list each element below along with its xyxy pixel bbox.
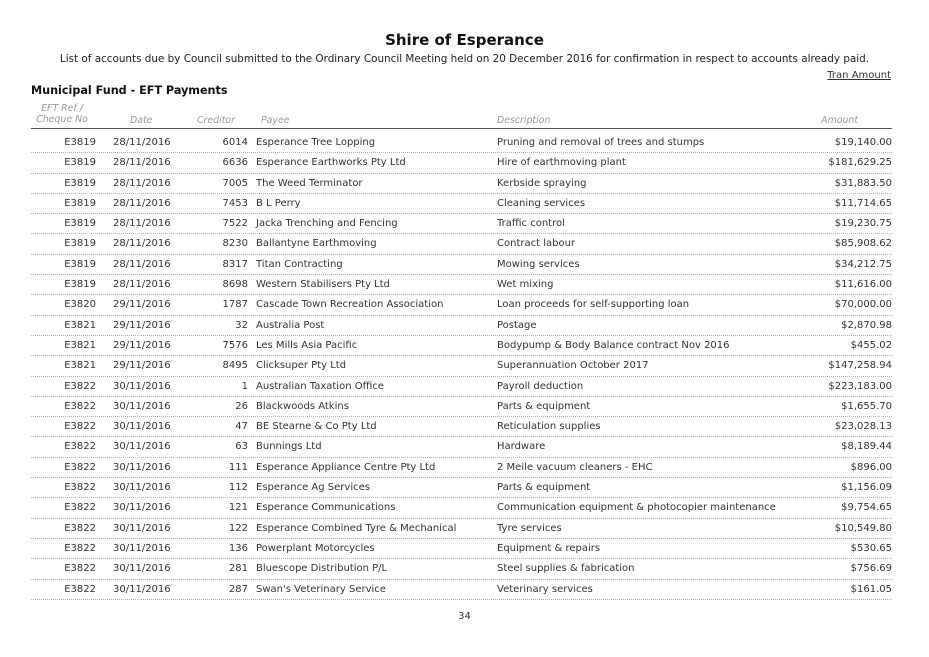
column-header-eft-ref-line2: Cheque No [36, 114, 88, 125]
cell-ref: E3822 [64, 482, 96, 494]
cell-description: Parts & equipment [497, 400, 591, 412]
table-row [31, 174, 892, 194]
cell-payee: BE Stearne & Co Pty Ltd [256, 421, 377, 433]
column-header-eft-ref [31, 103, 93, 125]
table-row [31, 356, 892, 376]
cell-description: Traffic control [497, 218, 565, 230]
cell-date: 29/11/2016 [113, 339, 171, 351]
table-row [31, 275, 892, 295]
cell-description: Payroll deduction [497, 380, 584, 392]
table-row [31, 153, 892, 173]
column-header-payee: Payee [261, 115, 290, 126]
cell-amount: $34,212.75 [834, 258, 892, 270]
cell-date: 29/11/2016 [113, 319, 171, 331]
table-row [31, 377, 892, 397]
table-row [31, 478, 892, 498]
table-row [31, 559, 892, 579]
cell-description: Veterinary services [497, 583, 593, 595]
cell-ref: E3819 [64, 218, 96, 230]
cell-ref: E3822 [64, 583, 96, 595]
cell-creditor: 281 [228, 563, 248, 575]
cell-amount: $530.65 [850, 542, 892, 554]
cell-ref: E3819 [64, 157, 96, 169]
cell-amount: $756.69 [850, 563, 892, 575]
cell-amount: $70,000.00 [834, 299, 892, 311]
cell-creditor: 8495 [222, 360, 248, 372]
cell-amount: $2,870.98 [841, 319, 892, 331]
cell-description: Parts & equipment [497, 482, 591, 494]
column-header-date: Date [130, 115, 153, 126]
table-row [31, 214, 892, 234]
table-row [31, 255, 892, 275]
table-row [31, 194, 892, 214]
cell-description: Wet mixing [497, 279, 554, 291]
payments-table [31, 133, 892, 600]
cell-creditor: 1787 [222, 299, 248, 311]
cell-date: 28/11/2016 [113, 258, 171, 270]
table-row [31, 437, 892, 457]
cell-creditor: 8698 [222, 279, 248, 291]
cell-payee: Australian Taxation Office [256, 380, 384, 392]
table-row [31, 133, 892, 153]
section-title: Municipal Fund - EFT Payments [31, 84, 228, 97]
cell-date: 30/11/2016 [113, 482, 171, 494]
cell-creditor: 121 [228, 502, 248, 514]
cell-description: 2 Meile vacuum cleaners - EHC [497, 461, 653, 473]
cell-ref: E3822 [64, 400, 96, 412]
cell-amount: $223,183.00 [828, 380, 892, 392]
cell-ref: E3822 [64, 563, 96, 575]
cell-payee: Australia Post [256, 319, 325, 331]
cell-description: Steel supplies & fabrication [497, 563, 635, 575]
cell-payee: Clicksuper Pty Ltd [256, 360, 347, 372]
cell-payee: Swan's Veterinary Service [256, 583, 386, 595]
cell-amount: $161.05 [850, 583, 892, 595]
cell-amount: $181,629.25 [828, 157, 892, 169]
table-row [31, 417, 892, 437]
cell-description: Communication equipment & photocopier maintenance [497, 502, 776, 514]
cell-creditor: 122 [228, 522, 248, 534]
cell-payee: Bluescope Distribution P/L [256, 563, 388, 575]
cell-creditor: 6636 [222, 157, 248, 169]
cell-payee: Western Stabilisers Pty Ltd [256, 279, 391, 291]
cell-ref: E3819 [64, 238, 96, 250]
cell-description: Hire of earthmoving plant [497, 157, 626, 169]
cell-date: 28/11/2016 [113, 157, 171, 169]
cell-description: Reticulation supplies [497, 421, 601, 433]
cell-creditor: 63 [235, 441, 248, 453]
cell-ref: E3819 [64, 177, 96, 189]
cell-creditor: 287 [228, 583, 248, 595]
cell-description: Bodypump & Body Balance contract Nov 2016 [497, 339, 730, 351]
cell-payee: The Weed Terminator [256, 177, 363, 189]
cell-payee: Les Mills Asia Pacific [256, 339, 358, 351]
cell-date: 30/11/2016 [113, 421, 171, 433]
cell-date: 28/11/2016 [113, 197, 171, 209]
cell-amount: $1,156.09 [841, 482, 892, 494]
cell-amount: $896.00 [850, 461, 892, 473]
cell-ref: E3819 [64, 258, 96, 270]
cell-date: 30/11/2016 [113, 502, 171, 514]
cell-payee: Ballantyne Earthmoving [256, 238, 377, 250]
cell-date: 28/11/2016 [113, 238, 171, 250]
cell-date: 28/11/2016 [113, 177, 171, 189]
cell-amount: $11,714.65 [834, 197, 892, 209]
cell-amount: $9,754.65 [841, 502, 892, 514]
cell-date: 30/11/2016 [113, 380, 171, 392]
cell-amount: $11,616.00 [834, 279, 892, 291]
table-row [31, 295, 892, 315]
cell-ref: E3821 [64, 360, 96, 372]
cell-payee: Bunnings Ltd [256, 441, 322, 453]
document-subtitle: List of accounts due by Council submitted to the Ordinary Council Meeting held on 20 December 2016 for confirmation in respect to accounts already paid. [59, 53, 870, 65]
cell-creditor: 1 [241, 380, 248, 392]
cell-creditor: 6014 [222, 137, 248, 148]
cell-ref: E3822 [64, 441, 96, 453]
cell-creditor: 7522 [222, 218, 248, 230]
cell-payee: B L Perry [256, 197, 301, 209]
cell-description: Hardware [497, 441, 546, 453]
cell-description: Loan proceeds for self-supporting loan [497, 299, 690, 311]
document-title: Shire of Esperance [385, 31, 544, 49]
tran-amount-label: Tran Amount [827, 70, 891, 81]
cell-amount: $1,655.70 [841, 400, 892, 412]
cell-amount: $8,189.44 [841, 441, 892, 453]
cell-description: Postage [497, 319, 537, 331]
cell-creditor: 8230 [222, 238, 248, 250]
cell-date: 30/11/2016 [113, 461, 171, 473]
cell-payee: Esperance Ag Services [256, 482, 370, 494]
cell-description: Superannuation October 2017 [497, 360, 649, 372]
cell-description: Equipment & repairs [497, 542, 601, 554]
cell-ref: E3819 [64, 137, 96, 148]
cell-date: 29/11/2016 [113, 299, 171, 311]
column-header-description: Description [497, 115, 551, 126]
cell-amount: $455.02 [850, 339, 892, 351]
cell-ref: E3822 [64, 380, 96, 392]
cell-date: 29/11/2016 [113, 360, 171, 372]
header-rule [31, 128, 892, 129]
cell-ref: E3822 [64, 542, 96, 554]
cell-payee: Powerplant Motorcycles [256, 542, 375, 554]
cell-ref: E3819 [64, 197, 96, 209]
cell-date: 28/11/2016 [113, 137, 171, 148]
cell-payee: Esperance Earthworks Pty Ltd [256, 157, 406, 169]
table-row [31, 580, 892, 600]
cell-creditor: 32 [235, 319, 248, 331]
cell-amount: $23,028.13 [834, 421, 892, 433]
cell-creditor: 7576 [222, 339, 248, 351]
cell-ref: E3822 [64, 522, 96, 534]
cell-date: 30/11/2016 [113, 522, 171, 534]
cell-amount: $85,908.62 [834, 238, 892, 250]
cell-payee: Titan Contracting [256, 258, 343, 270]
table-row [31, 519, 892, 539]
table-row [31, 458, 892, 478]
cell-ref: E3822 [64, 502, 96, 514]
column-header-eft-ref-line1: EFT Ref / [41, 103, 83, 114]
cell-payee: Cascade Town Recreation Association [256, 299, 444, 311]
cell-creditor: 136 [228, 542, 248, 554]
cell-date: 30/11/2016 [113, 400, 171, 412]
cell-date: 30/11/2016 [113, 583, 171, 595]
cell-creditor: 7453 [222, 197, 248, 209]
cell-ref: E3822 [64, 421, 96, 433]
cell-creditor: 26 [235, 400, 248, 412]
table-row [31, 336, 892, 356]
cell-ref: E3822 [64, 461, 96, 473]
cell-creditor: 111 [228, 461, 248, 473]
cell-ref: E3821 [64, 319, 96, 331]
table-row [31, 539, 892, 559]
cell-creditor: 8317 [222, 258, 248, 270]
cell-description: Mowing services [497, 258, 580, 270]
cell-ref: E3820 [64, 299, 96, 311]
cell-amount: $31,883.50 [834, 177, 892, 189]
cell-payee: Esperance Appliance Centre Pty Ltd [256, 461, 436, 473]
cell-payee: Esperance Combined Tyre & Mechanical [256, 522, 457, 534]
cell-amount: $19,230.75 [834, 218, 892, 230]
cell-description: Cleaning services [497, 197, 586, 209]
cell-description: Contract labour [497, 238, 576, 250]
cell-ref: E3821 [64, 339, 96, 351]
cell-description: Kerbside spraying [497, 177, 587, 189]
cell-amount: $147,258.94 [828, 360, 892, 372]
cell-date: 30/11/2016 [113, 563, 171, 575]
cell-creditor: 7005 [222, 177, 248, 189]
cell-payee: Esperance Communications [256, 502, 396, 514]
table-row [31, 316, 892, 336]
cell-ref: E3819 [64, 279, 96, 291]
cell-creditor: 47 [235, 421, 248, 433]
table-row [31, 397, 892, 417]
page-number: 34 [458, 611, 471, 622]
cell-creditor: 112 [228, 482, 248, 494]
cell-payee: Blackwoods Atkins [256, 400, 349, 412]
cell-amount: $10,549.80 [834, 522, 892, 534]
cell-date: 28/11/2016 [113, 218, 171, 230]
table-row [31, 234, 892, 254]
cell-payee: Esperance Tree Lopping [256, 137, 376, 148]
cell-amount: $19,140.00 [834, 137, 892, 148]
cell-payee: Jacka Trenching and Fencing [256, 218, 398, 230]
column-header-creditor: Creditor [197, 115, 235, 126]
cell-description: Tyre services [497, 522, 562, 534]
column-header-amount: Amount [821, 115, 858, 126]
table-row [31, 498, 892, 518]
cell-date: 30/11/2016 [113, 542, 171, 554]
cell-description: Pruning and removal of trees and stumps [497, 137, 705, 148]
cell-date: 28/11/2016 [113, 279, 171, 291]
cell-date: 30/11/2016 [113, 441, 171, 453]
